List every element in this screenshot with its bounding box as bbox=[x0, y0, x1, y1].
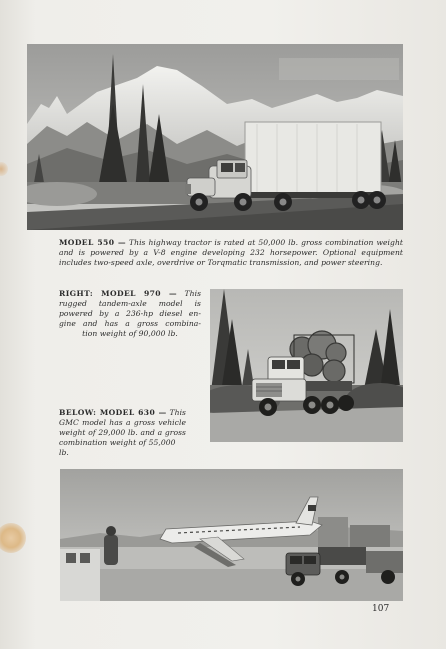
caption-model-630-line-3: combination weight of 55,000 lb. bbox=[59, 438, 176, 457]
caption-model-550-line-2: and is powered by a V-8 engine developing 232 horsepower. Optional equipment bbox=[59, 248, 403, 257]
caption-model-550-line-3: includes two-speed axle, overdrive or Torqmatic transmission, and power steering. bbox=[59, 258, 383, 267]
caption-model-630-lead: BELOW: MODEL 630 — bbox=[59, 408, 167, 417]
photo-model-970-logging-truck bbox=[210, 289, 403, 442]
caption-model-630-line-1: GMC model has a gross vehicle bbox=[59, 418, 186, 427]
caption-model-550 bbox=[59, 238, 403, 268]
caption-model-970-lead-tail: This bbox=[184, 289, 202, 298]
caption-model-970-line-4: tion weight of 90,000 lb. bbox=[82, 329, 178, 338]
caption-model-970-line-2: powered by a 236-hp diesel en- bbox=[59, 309, 201, 318]
caption-model-550-line-1: This highway tractor is rated at 50,000 lb. gross combination weight bbox=[129, 238, 403, 247]
caption-model-970-line-3: gine and has a gross combina- bbox=[59, 319, 201, 328]
caption-model-630-line-2: weight of 29,000 lb. and a gross bbox=[59, 428, 186, 437]
caption-model-630-lead-tail: This bbox=[169, 408, 186, 417]
caption-model-970 bbox=[59, 289, 201, 339]
caption-model-970-line-1: rugged tandem-axle model is bbox=[59, 299, 201, 308]
caption-model-630 bbox=[59, 408, 186, 458]
caption-model-550-lead: MODEL 550 — bbox=[59, 238, 126, 247]
caption-model-970-lead: RIGHT: MODEL 970 — bbox=[59, 289, 178, 298]
photo-model-550-highway-tractor bbox=[27, 44, 403, 230]
page-number: 107 bbox=[372, 604, 390, 614]
photo-model-630-airport-truck bbox=[60, 469, 403, 601]
